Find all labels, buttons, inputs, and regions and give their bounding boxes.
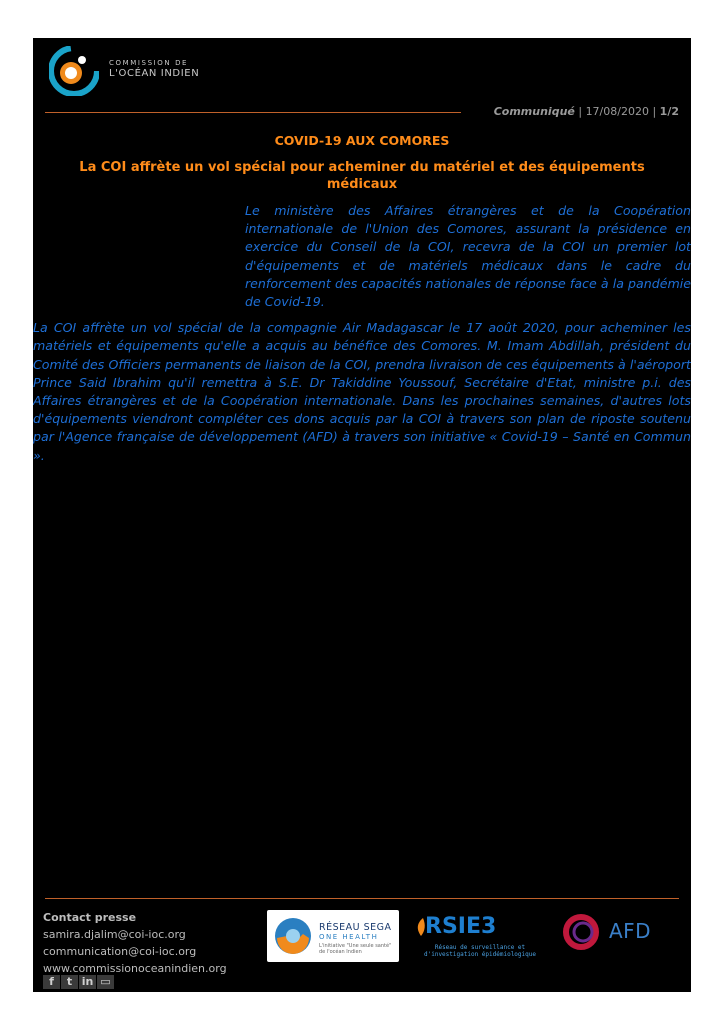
document-subtitle: La COI affrète un vol spécial pour acheminer du matériel et des équipements médicaux	[79, 160, 645, 192]
footer-rule	[45, 898, 679, 899]
sega-line3: L'initiative "Une seule santé" de l'océan Indien	[319, 943, 392, 955]
coi-logo-icon	[49, 46, 99, 96]
contact-email-1[interactable]: samira.djalim@coi-ioc.org	[43, 928, 186, 941]
rsie3-logo	[415, 914, 545, 964]
twitter-icon[interactable]: t	[61, 975, 78, 989]
linkedin-icon[interactable]: in	[79, 975, 96, 989]
website-link[interactable]: www.commissionoceanindien.org	[43, 962, 227, 975]
afd-text: AFD	[609, 919, 652, 943]
separator: |	[648, 105, 660, 118]
rsie-caption: Réseau de surveillance et d'investigation épidémiologique	[424, 944, 536, 958]
paragraph: Le ministère des Affaires étrangères et de la Coopération internationale de l'Union des Comores, assurant la présidence en exercice du Conseil de la COI, recevra de la COI un premier lot d'équipements et de matériels médicaux dans le cadre du renforcement des capacités nationales de réponse face à la pandémie de Covid-19.	[245, 203, 691, 310]
header-rule	[45, 112, 461, 113]
afd-ring-icon	[561, 912, 603, 952]
page-number: 1/2	[659, 105, 679, 118]
facebook-icon[interactable]: f	[43, 975, 60, 989]
sega-line2: ONE HEALTH	[319, 933, 379, 941]
org-name-line1: COMMISSION DE	[109, 59, 189, 67]
document-page	[33, 38, 691, 992]
contact-email-2[interactable]: communication@coi-ioc.org	[43, 945, 197, 958]
document-body	[33, 202, 691, 473]
rsie-name: RSIE3	[425, 914, 497, 939]
doc-date: 17/08/2020	[585, 105, 649, 118]
sega-line1: RÉSEAU SEGA	[319, 922, 392, 933]
document-title: COVID-19 AUX COMORES	[274, 133, 450, 148]
org-name-line2: L'OCÉAN INDIEN	[109, 67, 200, 79]
paragraph: La COI affrète un vol spécial de la compagnie Air Madagascar le 17 août 2020, pour acheminer les matériels et équipements qu'elle a acquis au bénéfice des Comores. M. Imam Abdillah, président du Comité des Officiers permanents de liaison de la COI, prendra livraison de ces équipements à l'aéroport Prince Said Ibrahim qu'il remettra à S.E. Dr Takiddine Youssouf, Secrétaire d'Etat, ministre p.i. des Affaires étrangères et de la Coopération internationale. Dans les prochaines semaines, d'autres lots d'équipements viendront compléter ces dons acquis par la COI à travers son plan de riposte soutenu par l'Agence française de développement (AFD) à travers son initiative « Covid-19 – Santé en Commun ».	[33, 320, 691, 463]
afd-logo	[561, 912, 661, 952]
social-links	[43, 975, 114, 989]
youtube-icon[interactable]: ▭	[97, 975, 114, 989]
organization-name	[109, 60, 199, 79]
doc-type: Communiqué	[493, 105, 575, 118]
separator: |	[574, 105, 586, 118]
reseau-sega-logo	[267, 910, 399, 962]
contact-heading: Contact presse	[43, 911, 137, 924]
press-contact	[43, 909, 227, 977]
document-info	[494, 105, 679, 118]
sega-globe-icon	[273, 916, 313, 956]
